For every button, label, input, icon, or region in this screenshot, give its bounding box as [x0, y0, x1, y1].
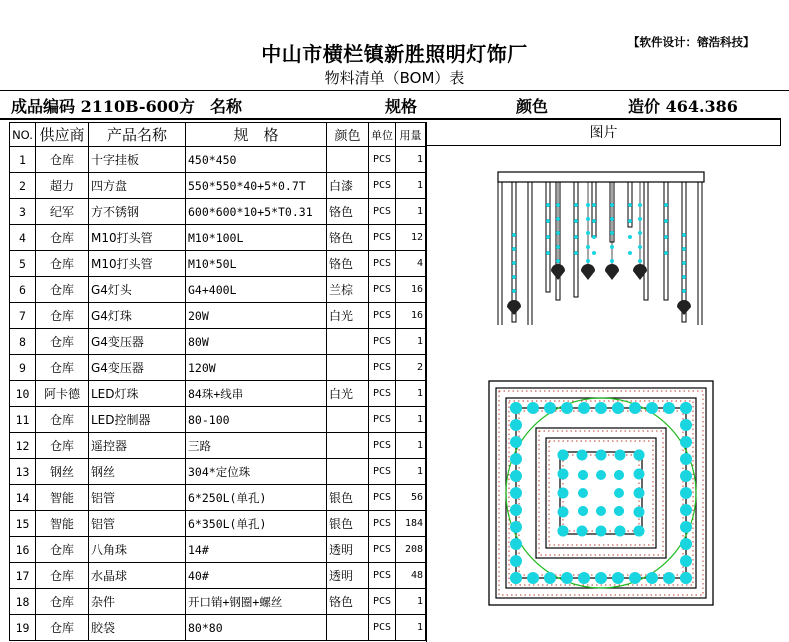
- table-row: [10, 511, 426, 537]
- col-spec: 规 格: [186, 123, 327, 147]
- row-supplier: 仓库: [36, 615, 89, 641]
- row-no: 12: [10, 433, 36, 459]
- row-spec: 84珠+线串: [186, 381, 327, 407]
- row-no: 11: [10, 407, 36, 433]
- color-label: 颜色: [516, 97, 549, 116]
- row-supplier: 纪军: [36, 199, 89, 225]
- row-supplier: 阿卡德: [36, 381, 89, 407]
- col-product-name: 产品名称: [89, 123, 186, 147]
- company-title: 中山市横栏镇新胜照明灯饰厂: [261, 42, 528, 66]
- row-spec: 6*350L(单孔): [186, 511, 327, 537]
- table-row: [10, 303, 426, 329]
- row-product-name: LED控制器: [89, 407, 186, 433]
- row-qty: 4: [396, 251, 426, 277]
- row-unit: PCS: [369, 277, 396, 303]
- row-qty: 1: [396, 199, 426, 225]
- top-rule: [0, 90, 789, 91]
- row-color: 铬色: [327, 199, 369, 225]
- row-supplier: 仓库: [36, 225, 89, 251]
- row-spec: 14#: [186, 537, 327, 563]
- row-product-name: LED灯珠: [89, 381, 186, 407]
- row-no: 19: [10, 615, 36, 641]
- row-no: 14: [10, 485, 36, 511]
- row-unit: PCS: [369, 381, 396, 407]
- row-spec: M10*100L: [186, 225, 327, 251]
- row-spec: 450*450: [186, 147, 327, 173]
- row-qty: 1: [396, 459, 426, 485]
- row-no: 18: [10, 589, 36, 615]
- row-supplier: 仓库: [36, 303, 89, 329]
- row-color: [327, 433, 369, 459]
- row-no: 6: [10, 277, 36, 303]
- header-rule: [0, 118, 781, 120]
- row-supplier: 仓库: [36, 433, 89, 459]
- row-unit: PCS: [369, 433, 396, 459]
- col-unit: 单位: [369, 123, 396, 147]
- row-color: 铬色: [327, 251, 369, 277]
- row-unit: PCS: [369, 147, 396, 173]
- row-product-name: 铝管: [89, 511, 186, 537]
- row-supplier: 仓库: [36, 537, 89, 563]
- row-color: 透明: [327, 563, 369, 589]
- table-row: [10, 407, 426, 433]
- row-qty: 208: [396, 537, 426, 563]
- row-no: 8: [10, 329, 36, 355]
- row-color: 透明: [327, 537, 369, 563]
- row-supplier: 钢丝: [36, 459, 89, 485]
- table-row: [10, 485, 426, 511]
- row-qty: 16: [396, 277, 426, 303]
- row-supplier: 仓库: [36, 251, 89, 277]
- row-supplier: 仓库: [36, 329, 89, 355]
- table-row: [10, 225, 426, 251]
- row-spec: 6*250L(单孔): [186, 485, 327, 511]
- row-unit: PCS: [369, 329, 396, 355]
- row-unit: PCS: [369, 459, 396, 485]
- row-qty: 1: [396, 147, 426, 173]
- row-unit: PCS: [369, 615, 396, 641]
- row-product-name: G4灯头: [89, 277, 186, 303]
- table-header-row: [10, 123, 426, 147]
- product-header-row: [0, 94, 789, 116]
- row-unit: PCS: [369, 225, 396, 251]
- row-qty: 1: [396, 407, 426, 433]
- col-qty: 用量: [396, 123, 426, 147]
- row-unit: PCS: [369, 563, 396, 589]
- bom-table: [9, 122, 426, 641]
- document-subtitle: 物料清单（BOM）表: [324, 69, 465, 87]
- table-row: [10, 147, 426, 173]
- table-row: [10, 615, 426, 641]
- table-row: [10, 589, 426, 615]
- row-spec: 120W: [186, 355, 327, 381]
- row-unit: PCS: [369, 511, 396, 537]
- row-no: 10: [10, 381, 36, 407]
- row-color: 铬色: [327, 225, 369, 251]
- row-product-name: M10打头管: [89, 251, 186, 277]
- table-row: [10, 381, 426, 407]
- row-product-name: 遥控器: [89, 433, 186, 459]
- row-spec: G4+400L: [186, 277, 327, 303]
- row-qty: 184: [396, 511, 426, 537]
- row-product-name: 胶袋: [89, 615, 186, 641]
- col-supplier: 供应商: [36, 123, 89, 147]
- picture-divider: [426, 122, 427, 642]
- row-no: 16: [10, 537, 36, 563]
- row-no: 7: [10, 303, 36, 329]
- row-spec: 80W: [186, 329, 327, 355]
- row-qty: 16: [396, 303, 426, 329]
- row-supplier: 超力: [36, 173, 89, 199]
- row-color: [327, 615, 369, 641]
- row-no: 1: [10, 147, 36, 173]
- software-credit: 【软件设计：镕浩科技】: [628, 35, 755, 49]
- row-spec: 三路: [186, 433, 327, 459]
- row-unit: PCS: [369, 199, 396, 225]
- row-color: [327, 329, 369, 355]
- row-product-name: G4变压器: [89, 355, 186, 381]
- row-unit: PCS: [369, 251, 396, 277]
- row-no: 2: [10, 173, 36, 199]
- table-row: [10, 173, 426, 199]
- cost-value: 造价 464.386: [628, 97, 738, 116]
- row-unit: PCS: [369, 537, 396, 563]
- row-qty: 2: [396, 355, 426, 381]
- row-spec: 20W: [186, 303, 327, 329]
- row-unit: PCS: [369, 303, 396, 329]
- table-row: [10, 251, 426, 277]
- row-supplier: 智能: [36, 485, 89, 511]
- row-qty: 1: [396, 381, 426, 407]
- name-label: 名称: [210, 97, 243, 116]
- row-no: 4: [10, 225, 36, 251]
- row-no: 9: [10, 355, 36, 381]
- row-supplier: 智能: [36, 511, 89, 537]
- row-color: 白漆: [327, 173, 369, 199]
- row-qty: 1: [396, 173, 426, 199]
- row-qty: 1: [396, 329, 426, 355]
- lamp-side-view: [490, 165, 715, 325]
- picture-heading: 图片: [426, 122, 781, 146]
- row-supplier: 仓库: [36, 407, 89, 433]
- row-spec: 80*80: [186, 615, 327, 641]
- table-row: [10, 433, 426, 459]
- row-unit: PCS: [369, 355, 396, 381]
- col-no: NO.: [10, 123, 36, 147]
- row-product-name: 钢丝: [89, 459, 186, 485]
- row-color: [327, 355, 369, 381]
- row-supplier: 仓库: [36, 277, 89, 303]
- row-product-name: 杂件: [89, 589, 186, 615]
- row-supplier: 仓库: [36, 563, 89, 589]
- row-color: 白光: [327, 381, 369, 407]
- row-product-name: 八角珠: [89, 537, 186, 563]
- row-product-name: 方不锈钢: [89, 199, 186, 225]
- table-row: [10, 563, 426, 589]
- row-qty: 1: [396, 615, 426, 641]
- row-spec: 550*550*40+5*0.7T: [186, 173, 327, 199]
- row-product-name: 铝管: [89, 485, 186, 511]
- row-color: 银色: [327, 511, 369, 537]
- spec-label: 规格: [385, 97, 418, 116]
- row-spec: 80-100: [186, 407, 327, 433]
- row-unit: PCS: [369, 485, 396, 511]
- table-row: [10, 277, 426, 303]
- row-supplier: 仓库: [36, 355, 89, 381]
- row-product-name: 水晶球: [89, 563, 186, 589]
- lamp-top-view: [488, 380, 714, 606]
- table-row: [10, 537, 426, 563]
- row-product-name: 十字挂板: [89, 147, 186, 173]
- row-unit: PCS: [369, 173, 396, 199]
- row-product-name: 四方盘: [89, 173, 186, 199]
- row-color: [327, 407, 369, 433]
- row-spec: 600*600*10+5*T0.31: [186, 199, 327, 225]
- table-row: [10, 199, 426, 225]
- row-color: 银色: [327, 485, 369, 511]
- row-spec: 40#: [186, 563, 327, 589]
- col-color: 颜色: [327, 123, 369, 147]
- table-row: [10, 459, 426, 485]
- row-spec: M10*50L: [186, 251, 327, 277]
- row-supplier: 仓库: [36, 147, 89, 173]
- row-qty: 12: [396, 225, 426, 251]
- row-color: 铬色: [327, 589, 369, 615]
- row-unit: PCS: [369, 407, 396, 433]
- row-no: 17: [10, 563, 36, 589]
- row-product-name: M10打头管: [89, 225, 186, 251]
- row-color: 兰棕: [327, 277, 369, 303]
- row-supplier: 仓库: [36, 589, 89, 615]
- row-color: [327, 147, 369, 173]
- table-row: [10, 355, 426, 381]
- row-no: 3: [10, 199, 36, 225]
- row-no: 15: [10, 511, 36, 537]
- row-spec: 开口销+钢圈+螺丝: [186, 589, 327, 615]
- row-spec: 304*定位珠: [186, 459, 327, 485]
- product-code: 成品编码 2110B-600方: [11, 97, 195, 116]
- row-qty: 1: [396, 433, 426, 459]
- table-row: [10, 329, 426, 355]
- row-product-name: G4变压器: [89, 329, 186, 355]
- row-product-name: G4灯珠: [89, 303, 186, 329]
- row-qty: 56: [396, 485, 426, 511]
- row-qty: 48: [396, 563, 426, 589]
- row-qty: 1: [396, 589, 426, 615]
- row-no: 13: [10, 459, 36, 485]
- row-no: 5: [10, 251, 36, 277]
- row-color: [327, 459, 369, 485]
- row-unit: PCS: [369, 589, 396, 615]
- row-color: 白光: [327, 303, 369, 329]
